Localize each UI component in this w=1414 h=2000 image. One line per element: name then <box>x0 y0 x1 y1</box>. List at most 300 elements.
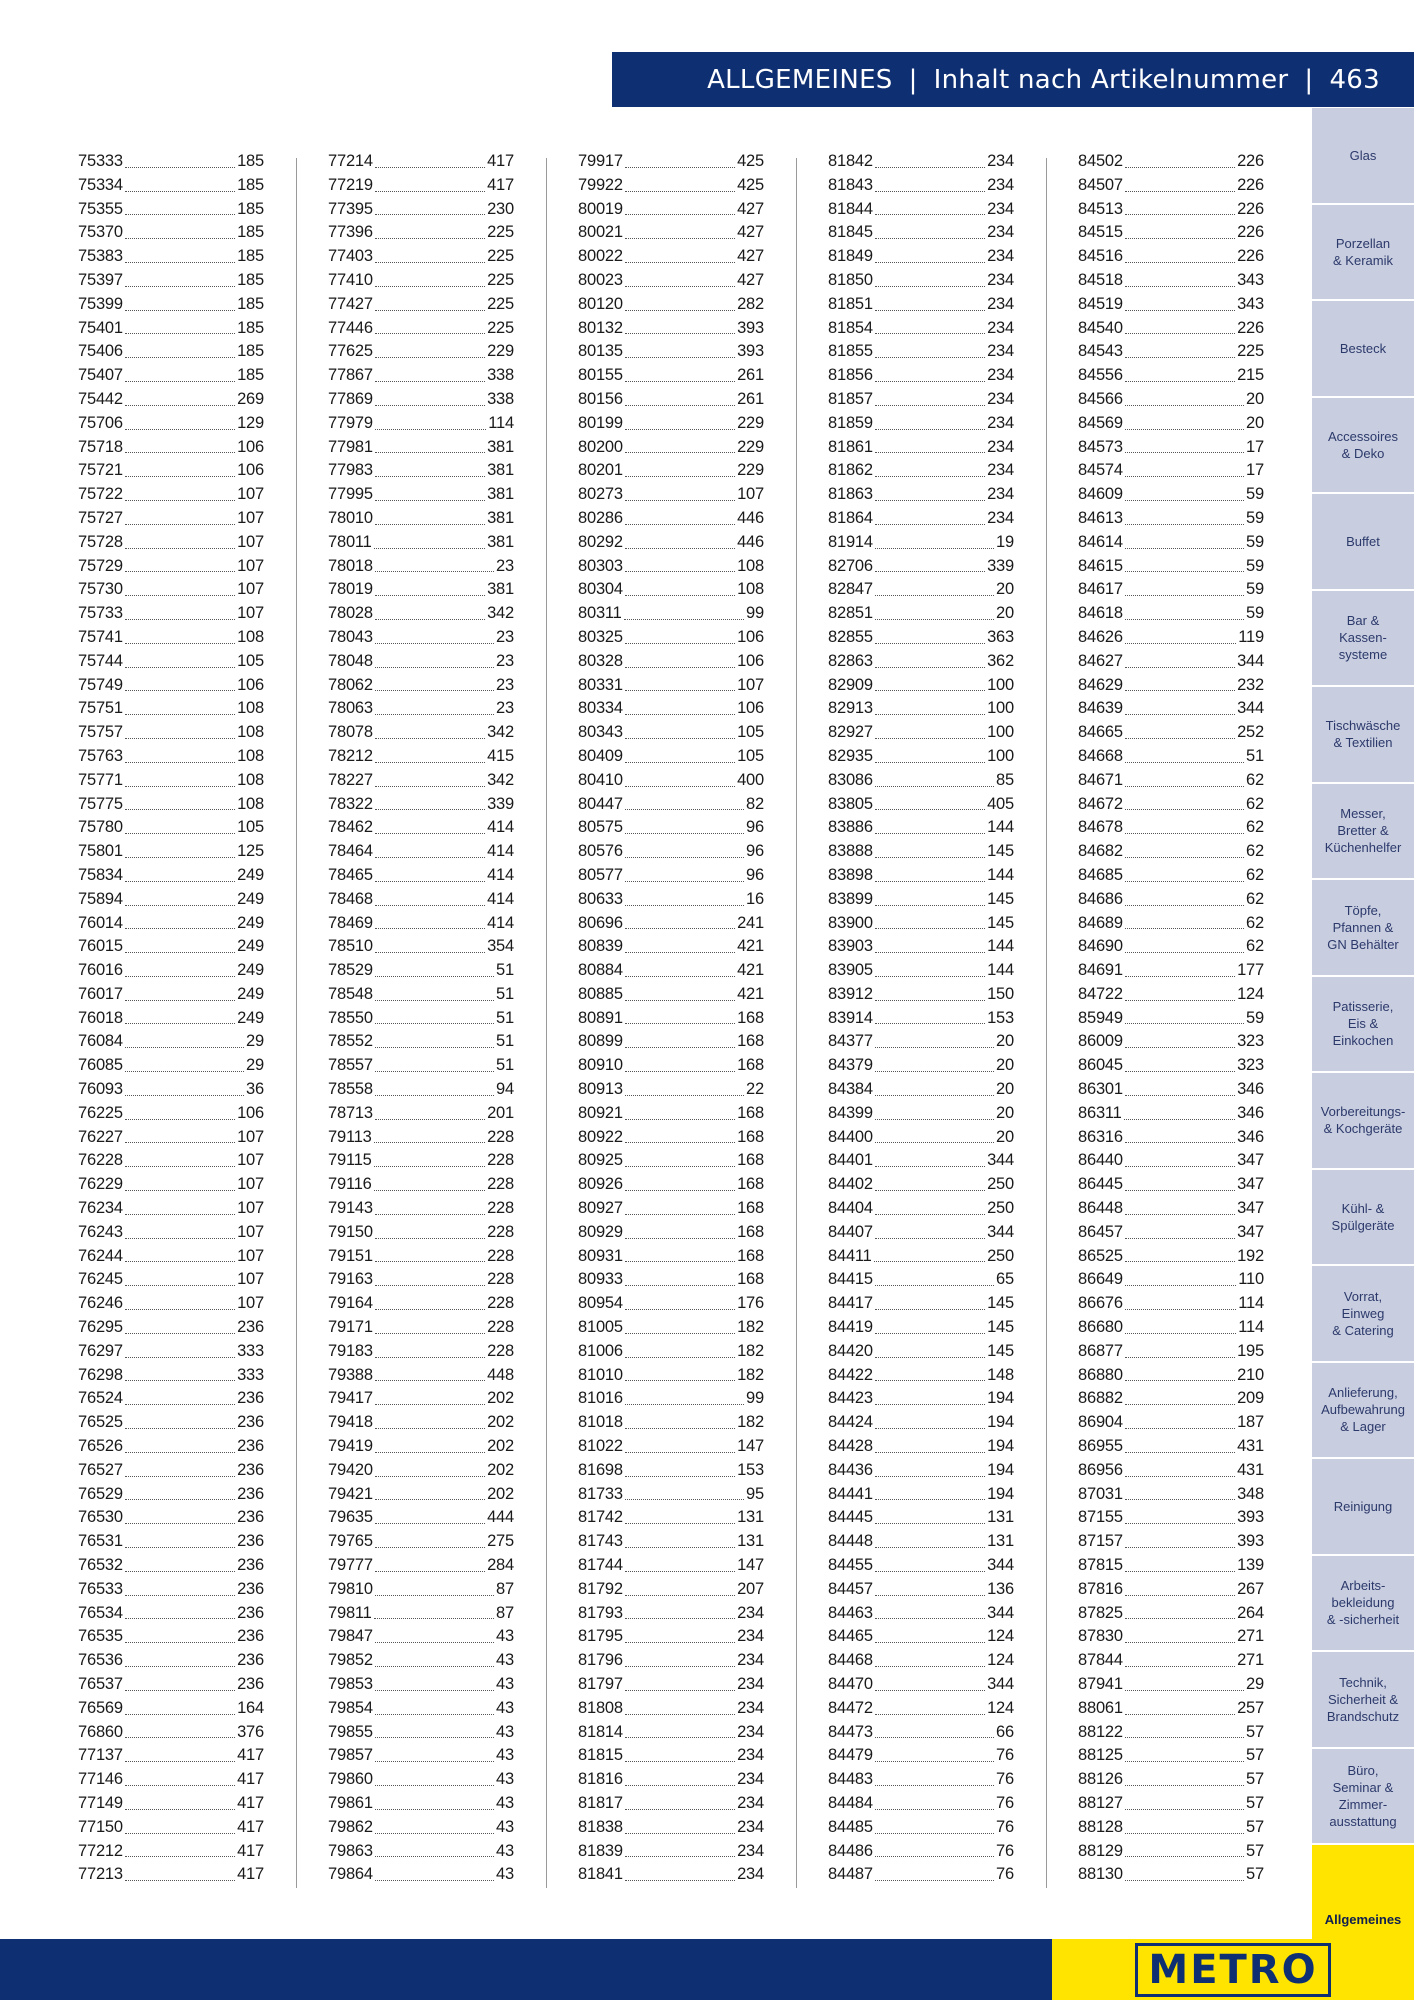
category-tab-vorrat-einweg-catering[interactable]: Vorrat, Einweg & Catering <box>1312 1266 1414 1363</box>
header-separator: | <box>908 64 918 95</box>
page-reference: 185 <box>237 223 264 242</box>
article-number: 86680 <box>1078 1318 1123 1337</box>
article-number: 76084 <box>78 1032 123 1051</box>
page-reference: 192 <box>1237 1246 1264 1265</box>
article-number: 78552 <box>328 1032 373 1051</box>
article-number: 80925 <box>578 1151 623 1170</box>
index-entry <box>1078 388 1264 412</box>
index-entry <box>1078 174 1264 198</box>
page-reference: 261 <box>737 389 764 408</box>
page-reference: 194 <box>987 1389 1014 1408</box>
article-number: 75334 <box>78 175 123 194</box>
dot-leader <box>125 548 235 549</box>
page-reference: 43 <box>496 1627 514 1646</box>
index-entry <box>78 721 264 745</box>
page-reference: 145 <box>987 1294 1014 1313</box>
article-number: 85949 <box>1078 1008 1123 1027</box>
dot-leader <box>375 1333 485 1334</box>
dot-leader <box>625 905 744 906</box>
article-number: 76229 <box>78 1175 123 1194</box>
article-number: 84617 <box>1078 580 1123 599</box>
index-entry <box>328 150 514 174</box>
page-reference: 226 <box>1237 199 1264 218</box>
page-reference: 185 <box>237 247 264 266</box>
page-reference: 234 <box>737 1603 764 1622</box>
category-tab-reinigung[interactable]: Reinigung <box>1312 1459 1414 1556</box>
dot-leader <box>625 1595 735 1596</box>
article-number: 84516 <box>1078 247 1123 266</box>
article-number: 79917 <box>578 152 623 170</box>
article-number: 80328 <box>578 651 623 670</box>
page-reference: 108 <box>237 723 264 742</box>
article-number: 76533 <box>78 1579 123 1598</box>
dot-leader <box>375 167 485 168</box>
dot-leader <box>125 1595 235 1596</box>
page-reference: 236 <box>237 1389 264 1408</box>
article-number: 88129 <box>1078 1841 1123 1860</box>
dot-leader <box>125 1428 235 1429</box>
article-number: 81854 <box>828 318 873 337</box>
dot-leader <box>1125 1499 1235 1500</box>
article-number: 83805 <box>828 794 873 813</box>
page-reference: 23 <box>496 627 514 646</box>
article-number: 84448 <box>828 1532 873 1551</box>
page-reference: 414 <box>487 889 514 908</box>
index-column <box>78 150 264 1887</box>
index-entry <box>578 1387 764 1411</box>
index-entry <box>828 1768 1014 1792</box>
dot-leader <box>625 1023 735 1024</box>
index-entry <box>1078 412 1264 436</box>
dot-leader <box>375 1095 494 1096</box>
category-tab-buffet[interactable]: Buffet <box>1312 494 1414 591</box>
page-reference: 22 <box>746 1080 764 1099</box>
article-number: 87830 <box>1078 1627 1123 1646</box>
page-reference: 107 <box>237 532 264 551</box>
index-entry <box>828 1792 1014 1816</box>
dot-leader <box>875 214 985 215</box>
dot-leader <box>1125 476 1244 477</box>
dot-leader <box>875 595 994 596</box>
page-reference: 23 <box>496 651 514 670</box>
dot-leader <box>125 357 235 358</box>
page-reference: 225 <box>1237 342 1264 361</box>
index-entry <box>1078 1435 1264 1459</box>
article-number: 81856 <box>828 366 873 385</box>
page-reference: 144 <box>987 818 1014 837</box>
dot-leader <box>875 1333 985 1334</box>
dot-leader <box>875 1023 985 1024</box>
article-number: 75721 <box>78 461 123 480</box>
article-number: 84404 <box>828 1199 873 1218</box>
dot-leader <box>625 881 744 882</box>
dot-leader <box>625 1142 735 1143</box>
article-number: 84420 <box>828 1341 873 1360</box>
index-entry <box>1078 769 1264 793</box>
index-entry <box>78 459 264 483</box>
page-reference: 185 <box>237 318 264 337</box>
article-number: 76234 <box>78 1199 123 1218</box>
dot-leader <box>625 1571 735 1572</box>
dot-leader <box>125 1404 235 1405</box>
dot-leader <box>125 1476 235 1477</box>
dot-leader <box>125 1119 235 1120</box>
dot-leader <box>1125 1285 1236 1286</box>
index-entry <box>328 1816 514 1840</box>
category-tab-messer-bretter-küchenhelfer[interactable]: Messer, Bretter & Küchenhelfer <box>1312 784 1414 881</box>
index-entry <box>328 1245 514 1269</box>
index-entry <box>578 1459 764 1483</box>
article-number: 82847 <box>828 580 873 599</box>
dot-leader <box>875 1833 994 1834</box>
page-reference: 228 <box>487 1270 514 1289</box>
article-number: 79857 <box>328 1746 373 1765</box>
page-reference: 271 <box>1237 1627 1264 1646</box>
article-number: 79418 <box>328 1413 373 1432</box>
dot-leader <box>625 1476 735 1477</box>
page-reference: 62 <box>1246 770 1264 789</box>
article-number: 80155 <box>578 366 623 385</box>
article-number: 78043 <box>328 627 373 646</box>
dot-leader <box>125 881 235 882</box>
page-reference: 168 <box>737 1246 764 1265</box>
index-entry <box>328 816 514 840</box>
category-tab-porzellan-keramik[interactable]: Porzellan & Keramik <box>1312 205 1414 302</box>
header-subtitle: Inhalt nach Artikelnummer <box>933 64 1289 95</box>
index-entry <box>578 816 764 840</box>
category-tab-allgemeines[interactable]: Allgemeines <box>1312 1845 1414 1995</box>
page-reference: 107 <box>237 508 264 527</box>
page-reference: 168 <box>737 1199 764 1218</box>
article-number: 84379 <box>828 1056 873 1075</box>
article-number: 84613 <box>1078 508 1123 527</box>
dot-leader <box>1125 1571 1235 1572</box>
index-entry <box>78 1007 264 1031</box>
page-reference: 168 <box>737 1127 764 1146</box>
dot-leader <box>125 452 235 453</box>
article-number: 80447 <box>578 794 623 813</box>
article-number: 81863 <box>828 485 873 504</box>
category-tab-patisserie-eis-einkochen[interactable]: Patisserie, Eis & Einkochen <box>1312 977 1414 1074</box>
category-tab-vorbereitungs-kochgeräte[interactable]: Vorbereitungs- & Kochgeräte <box>1312 1073 1414 1170</box>
dot-leader <box>375 595 485 596</box>
dot-leader <box>375 809 485 810</box>
page-reference: 194 <box>987 1437 1014 1456</box>
dot-leader <box>875 1856 994 1857</box>
index-entry <box>328 317 514 341</box>
index-entry <box>578 840 764 864</box>
article-number: 80927 <box>578 1199 623 1218</box>
article-number: 87844 <box>1078 1651 1123 1670</box>
dot-leader <box>1125 643 1236 644</box>
dot-leader <box>375 928 485 929</box>
dot-leader <box>375 643 494 644</box>
category-tab-arbeits-bekleidung-sicherheit[interactable]: Arbeits- bekleidung & -sicherheit <box>1312 1556 1414 1653</box>
index-entry <box>78 888 264 912</box>
dot-leader <box>625 1071 735 1072</box>
article-number: 86045 <box>1078 1056 1123 1075</box>
page-reference: 234 <box>737 1627 764 1646</box>
page-reference: 124 <box>1237 984 1264 1003</box>
article-number: 86880 <box>1078 1365 1123 1384</box>
page-reference: 194 <box>987 1484 1014 1503</box>
page-reference: 236 <box>237 1532 264 1551</box>
article-number: 76016 <box>78 961 123 980</box>
dot-leader <box>875 524 985 525</box>
dot-leader <box>125 1380 235 1381</box>
article-number: 88127 <box>1078 1793 1123 1812</box>
article-number-index <box>78 150 1270 1890</box>
page-reference: 393 <box>737 342 764 361</box>
article-number: 76295 <box>78 1318 123 1337</box>
dot-leader <box>875 286 985 287</box>
dot-leader <box>1125 1809 1244 1810</box>
page-reference: 105 <box>737 723 764 742</box>
page-reference: 225 <box>487 270 514 289</box>
dot-leader <box>1125 1309 1236 1310</box>
page-reference: 234 <box>987 461 1014 480</box>
index-entry <box>578 1149 764 1173</box>
dot-leader <box>875 1642 985 1643</box>
dot-leader <box>1125 286 1235 287</box>
page-reference: 76 <box>996 1865 1014 1884</box>
dot-leader <box>1125 333 1235 334</box>
article-number: 81795 <box>578 1627 623 1646</box>
category-tab-besteck[interactable]: Besteck <box>1312 301 1414 398</box>
article-number: 77214 <box>328 152 373 170</box>
article-number: 80576 <box>578 842 623 861</box>
page-reference: 59 <box>1246 1008 1264 1027</box>
category-tab-töpfe-pfannen-gn-behälter[interactable]: Töpfe, Pfannen & GN Behälter <box>1312 880 1414 977</box>
article-number: 84441 <box>828 1484 873 1503</box>
article-number: 78548 <box>328 984 373 1003</box>
dot-leader <box>875 667 985 668</box>
dot-leader <box>625 1404 744 1405</box>
article-number: 78048 <box>328 651 373 670</box>
page-reference: 114 <box>488 413 514 432</box>
article-number: 80331 <box>578 675 623 694</box>
dot-leader <box>375 1856 494 1857</box>
index-entry <box>328 840 514 864</box>
dot-leader <box>875 1095 994 1096</box>
index-entry <box>1078 745 1264 769</box>
article-number: 84513 <box>1078 199 1123 218</box>
page-reference: 226 <box>1237 318 1264 337</box>
article-number: 84629 <box>1078 675 1123 694</box>
dot-leader <box>125 1071 244 1072</box>
page-reference: 201 <box>487 1103 514 1122</box>
index-entry <box>828 1030 1014 1054</box>
page-reference: 344 <box>987 1603 1014 1622</box>
article-number: 84479 <box>828 1746 873 1765</box>
index-entry <box>78 1602 264 1626</box>
index-entry <box>578 1054 764 1078</box>
page-reference: 209 <box>1237 1389 1264 1408</box>
dot-leader <box>125 333 235 334</box>
category-tab-tischwäsche-textilien[interactable]: Tischwäsche & Textilien <box>1312 687 1414 784</box>
index-entry <box>78 1744 264 1768</box>
index-entry <box>78 816 264 840</box>
dot-leader <box>874 1261 985 1262</box>
page-reference: 85 <box>996 770 1014 789</box>
dot-leader <box>875 405 985 406</box>
page-reference: 185 <box>237 175 264 194</box>
page-reference: 414 <box>487 865 514 884</box>
dot-leader <box>1125 1690 1244 1691</box>
page-reference: 234 <box>987 413 1014 432</box>
dot-leader <box>625 1666 735 1667</box>
page-reference: 59 <box>1246 604 1264 623</box>
article-number: 81793 <box>578 1603 623 1622</box>
page-reference: 252 <box>1237 723 1264 742</box>
index-entry <box>828 174 1014 198</box>
article-number: 81814 <box>578 1722 623 1741</box>
dot-leader <box>625 1452 735 1453</box>
dot-leader <box>375 1571 485 1572</box>
article-number: 77995 <box>328 485 373 504</box>
index-entry <box>828 1602 1014 1626</box>
page-reference: 362 <box>987 651 1014 670</box>
page-reference: 228 <box>487 1294 514 1313</box>
page-reference: 108 <box>237 699 264 718</box>
dot-leader <box>875 952 985 953</box>
index-entry <box>1078 1768 1264 1792</box>
category-tab-technik-sicherheit-brandschutz[interactable]: Technik, Sicherheit & Brandschutz <box>1312 1652 1414 1749</box>
category-tab-kühl-spülgeräte[interactable]: Kühl- & Spülgeräte <box>1312 1170 1414 1267</box>
dot-leader <box>875 905 985 906</box>
dot-leader <box>625 1190 735 1191</box>
page-reference: 168 <box>737 1056 764 1075</box>
index-entry <box>828 555 1014 579</box>
page-reference: 226 <box>1237 247 1264 266</box>
dot-leader <box>625 571 735 572</box>
article-number: 79171 <box>328 1318 373 1337</box>
page-reference: 344 <box>987 1222 1014 1241</box>
page-reference: 226 <box>1237 175 1264 194</box>
article-number: 80931 <box>578 1246 623 1265</box>
index-entry <box>828 1173 1014 1197</box>
index-entry <box>78 1697 264 1721</box>
page-reference: 427 <box>737 223 764 242</box>
article-number: 78018 <box>328 556 373 575</box>
dot-leader <box>375 262 485 263</box>
article-number: 79143 <box>328 1199 373 1218</box>
article-number: 77979 <box>328 413 373 432</box>
page-reference: 76 <box>996 1841 1014 1860</box>
index-entry <box>578 364 764 388</box>
dot-leader <box>125 1357 235 1358</box>
index-entry <box>828 674 1014 698</box>
page-reference: 417 <box>487 175 514 194</box>
index-entry <box>828 412 1014 436</box>
article-number: 86676 <box>1078 1294 1123 1313</box>
page-reference: 59 <box>1246 580 1264 599</box>
index-entry <box>828 1316 1014 1340</box>
index-entry <box>78 864 264 888</box>
dot-leader <box>375 1428 485 1429</box>
index-entry <box>328 1411 514 1435</box>
dot-leader <box>875 809 985 810</box>
page-reference: 427 <box>737 247 764 266</box>
article-number: 86882 <box>1078 1389 1123 1408</box>
page-reference: 417 <box>237 1817 264 1836</box>
index-entry <box>578 317 764 341</box>
dot-leader <box>875 548 994 549</box>
dot-leader <box>375 1737 494 1738</box>
category-tab-anlieferung-aufbewahrung-lager[interactable]: Anlieferung, Aufbewahrung & Lager <box>1312 1363 1414 1460</box>
article-number: 79860 <box>328 1770 373 1789</box>
dot-leader <box>1125 881 1244 882</box>
article-number: 79150 <box>328 1222 373 1241</box>
page-reference: 107 <box>237 1270 264 1289</box>
dot-leader <box>1125 857 1244 858</box>
index-entry <box>1078 1673 1264 1697</box>
article-number: 80132 <box>578 318 623 337</box>
article-number: 78212 <box>328 746 373 765</box>
category-tab-bar-kassen-systeme[interactable]: Bar & Kassen- systeme <box>1312 591 1414 688</box>
dot-leader <box>375 357 485 358</box>
article-number: 84556 <box>1078 366 1123 385</box>
article-number: 79116 <box>328 1175 372 1194</box>
dot-leader <box>625 214 735 215</box>
page-reference: 333 <box>237 1341 264 1360</box>
article-number: 79810 <box>328 1579 373 1598</box>
article-number: 81864 <box>828 508 873 527</box>
page-reference: 229 <box>737 437 764 456</box>
index-entry <box>1078 1387 1264 1411</box>
article-number: 81839 <box>578 1841 623 1860</box>
article-number: 86445 <box>1078 1175 1123 1194</box>
page-reference: 344 <box>1237 651 1264 670</box>
page-reference: 23 <box>496 675 514 694</box>
index-entry <box>78 1173 264 1197</box>
index-entry <box>1078 1721 1264 1745</box>
category-tab-glas[interactable]: Glas <box>1312 108 1414 205</box>
category-tab-büro-seminar-zimmer-ausstattung[interactable]: Büro, Seminar & Zimmer- ausstattung <box>1312 1749 1414 1846</box>
index-entry <box>578 1173 764 1197</box>
index-entry <box>828 198 1014 222</box>
page-reference: 249 <box>237 937 264 956</box>
index-entry <box>328 1054 514 1078</box>
dot-leader <box>875 1880 994 1881</box>
dot-leader <box>875 1595 985 1596</box>
metro-logo-text: METRO <box>1135 1943 1330 1997</box>
page-reference: 234 <box>987 485 1014 504</box>
index-entry <box>328 1030 514 1054</box>
dot-leader <box>625 1238 735 1239</box>
page-reference: 76 <box>996 1817 1014 1836</box>
index-entry <box>78 1245 264 1269</box>
category-tab-accessoires-deko[interactable]: Accessoires & Deko <box>1312 398 1414 495</box>
article-number: 84609 <box>1078 485 1123 504</box>
page-reference: 168 <box>737 1222 764 1241</box>
page-reference: 57 <box>1246 1770 1264 1789</box>
page-reference: 43 <box>496 1817 514 1836</box>
index-entry <box>828 221 1014 245</box>
index-entry <box>1078 1364 1264 1388</box>
article-number: 75397 <box>78 270 123 289</box>
dot-leader <box>875 191 985 192</box>
index-entry <box>578 1245 764 1269</box>
index-entry <box>828 1411 1014 1435</box>
page-reference: 234 <box>987 152 1014 170</box>
article-number: 81843 <box>828 175 873 194</box>
index-entry <box>578 1625 764 1649</box>
index-entry <box>828 650 1014 674</box>
dot-leader <box>1125 1190 1235 1191</box>
index-entry <box>828 626 1014 650</box>
dot-leader <box>1125 1476 1235 1477</box>
